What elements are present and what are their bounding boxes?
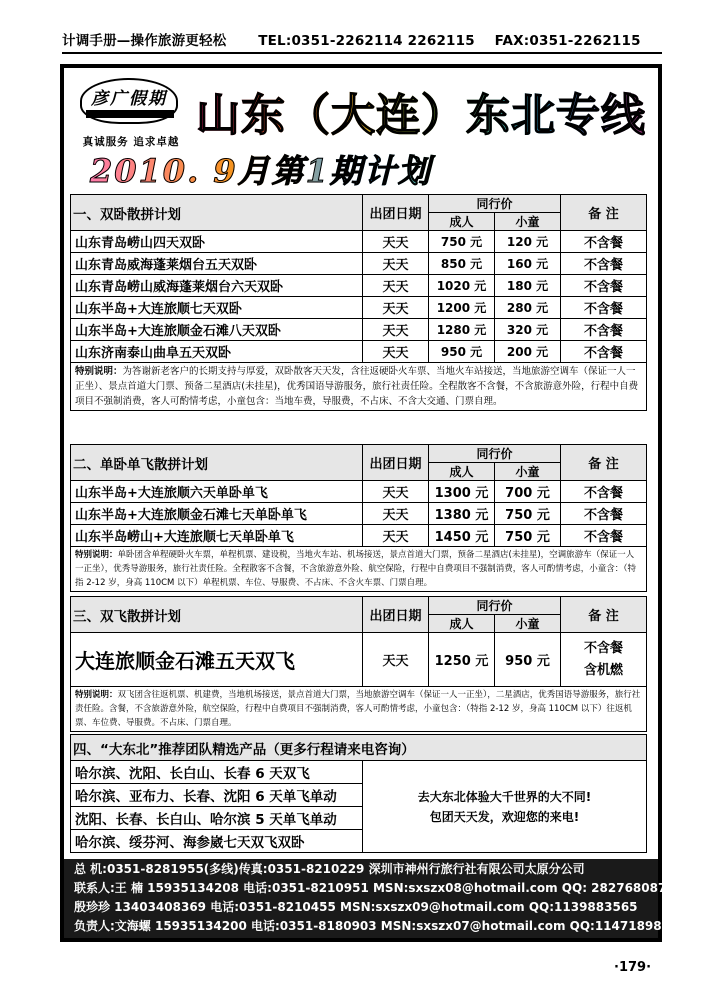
contact-line-switchboard: 总 机:0351-8281955(多线)传真:0351-8210229 深圳市神州行旅行社有限公司太原分公司	[74, 862, 585, 876]
route-name: 山东济南泰山曲阜五天双卧	[71, 341, 363, 363]
remark-header: 备 注	[561, 195, 647, 231]
header-tagline: 计调手册—操作旅游更轻松	[62, 33, 227, 49]
section1-note	[71, 363, 647, 411]
child-price: 180 元	[495, 275, 561, 297]
child-price: 320 元	[495, 319, 561, 341]
route-remark: 不含餐	[561, 253, 647, 275]
table-row	[71, 297, 647, 319]
package-name: 哈尔滨、沈阳、长白山、长春 6 天双飞	[71, 761, 363, 784]
section3-table	[70, 596, 647, 732]
table-row	[71, 503, 647, 525]
package-name: 哈尔滨、绥芬河、海参崴七天双飞双卧	[71, 830, 363, 853]
route-remark: 不含餐	[561, 503, 647, 525]
adult-price: 1280 元	[429, 319, 495, 341]
list-item	[71, 761, 647, 784]
route-remark: 不含餐	[561, 319, 647, 341]
section2-note	[71, 547, 647, 592]
child-price: 750 元	[495, 525, 561, 547]
child-header: 小童	[495, 463, 561, 481]
contact-line-yin: 殷珍珍 13403408369 电话:0351-8210455 MSN:sxszx09@hotmail.com QQ:1139883565	[74, 900, 638, 914]
promo-line-2: 包团天天发，欢迎您的来电!	[429, 809, 580, 824]
page-header	[62, 30, 662, 54]
route-dates: 天天	[363, 633, 429, 687]
dates-header: 出团日期	[363, 445, 429, 481]
child-price: 950 元	[495, 633, 561, 687]
main-title: 山东（大连）东北专线	[196, 88, 656, 144]
remark-header: 备 注	[561, 445, 647, 481]
section2-table	[70, 444, 647, 592]
table-row	[71, 341, 647, 363]
route-name: 山东半岛崂山+大连旅顺七天单卧单飞	[71, 525, 363, 547]
route-dates: 天天	[363, 231, 429, 253]
route-remark: 不含餐	[561, 231, 647, 253]
adult-price: 750 元	[429, 231, 495, 253]
adult-header: 成人	[429, 213, 495, 231]
section3-title: 三、双飞散拼计划	[71, 597, 363, 633]
child-price: 160 元	[495, 253, 561, 275]
table-row	[71, 319, 647, 341]
adult-header: 成人	[429, 463, 495, 481]
route-dates: 天天	[363, 341, 429, 363]
table-row	[71, 231, 647, 253]
child-price: 750 元	[495, 503, 561, 525]
peer-price-header: 同行价	[429, 445, 561, 463]
route-remark: 不含餐	[561, 275, 647, 297]
child-header: 小童	[495, 615, 561, 633]
dates-header: 出团日期	[363, 195, 429, 231]
remark-no-meal: 不含餐	[584, 640, 624, 656]
adult-price: 1250 元	[429, 633, 495, 687]
brand-slogan: 真诚服务 追求卓越	[82, 136, 180, 148]
plan-subtitle: 2010. 9月第1期计划	[90, 150, 650, 192]
note-text: 双飞团含往返机票、机建费，当地机场接送，景点首道大门票，当地旅游空调车（保证一人一正坐），二星酒店，优秀国语导游服务，旅行社责任险。含餐，不含旅游意外险，航空保险，行程中自费项目不强制消费，客人可酌情考虑，小童包含：（特指 2-12 岁，身高 110CM 以下）往返机票、车位费、导服费。不占床、门票自理。	[75, 690, 641, 728]
route-remark: 不含餐	[561, 297, 647, 319]
remark-header: 备 注	[561, 597, 647, 633]
brand-logo	[72, 76, 190, 152]
package-name: 沈阳、长春、长白山、哈尔滨 5 天单飞单动	[71, 807, 363, 830]
adult-price: 1380 元	[429, 503, 495, 525]
note-label: 特别说明：	[75, 690, 118, 700]
child-price: 200 元	[495, 341, 561, 363]
peer-price-header: 同行价	[429, 195, 561, 213]
section4-table	[70, 734, 647, 853]
route-name: 大连旅顺金石滩五天双飞	[71, 633, 363, 687]
route-dates: 天天	[363, 481, 429, 503]
table-row	[71, 633, 647, 687]
contact-box	[64, 859, 679, 938]
route-dates: 天天	[363, 297, 429, 319]
child-price: 700 元	[495, 481, 561, 503]
route-name: 山东青岛崂山威海蓬莱烟台六天双卧	[71, 275, 363, 297]
route-name: 山东半岛+大连旅顺金石滩八天双卧	[71, 319, 363, 341]
promo-line-1: 去大东北体验大千世界的大不同!	[417, 789, 592, 804]
section1-title: 一、双卧散拼计划	[71, 195, 363, 231]
header-tel: TEL:0351-2262114 2262115	[258, 33, 475, 49]
child-price: 120 元	[495, 231, 561, 253]
route-dates: 天天	[363, 525, 429, 547]
package-name: 哈尔滨、亚布力、长春、沈阳 6 天单飞单动	[71, 784, 363, 807]
contact-line-wang: 联系人:王 楠 15935134208 电话:0351-8210951 MSN:sxszx08@hotmail.com QQ: 282768087	[74, 881, 667, 895]
adult-price: 1450 元	[429, 525, 495, 547]
header-fax: FAX:0351-2262115	[494, 33, 641, 49]
logo-name: 彦广假期	[91, 89, 167, 109]
route-dates: 天天	[363, 319, 429, 341]
route-remark	[561, 633, 647, 687]
promo-box	[363, 761, 647, 853]
table-row	[71, 253, 647, 275]
route-dates: 天天	[363, 275, 429, 297]
adult-price: 1020 元	[429, 275, 495, 297]
remark-fuel: 含机燃	[584, 662, 624, 678]
route-name: 山东半岛+大连旅顺金石滩七天单卧单飞	[71, 503, 363, 525]
page-number: ·179·	[614, 960, 652, 975]
route-remark: 不含餐	[561, 481, 647, 503]
section2-title: 二、单卧单飞散拼计划	[71, 445, 363, 481]
route-name: 山东半岛+大连旅顺七天双卧	[71, 297, 363, 319]
note-text: 单卧团含单程硬卧火车票，单程机票、建设税，当地火车站、机场接送，景点首道大门票，预备二星酒店(未挂星)，空调旅游车（保证一人一正坐），优秀导游服务，旅行社责任险。全程散客不含餐，不含旅游意外险、航空保险，行程中自费项目不强制消费，客人可酌情考虑，小童含：（特指 2-12 岁，身高 110CM 以下）单程机票、车位、导服费、不占床、不含火车票、门票自理。	[75, 550, 637, 588]
table-row	[71, 525, 647, 547]
route-remark: 不含餐	[561, 341, 647, 363]
peer-price-header: 同行价	[429, 597, 561, 615]
contact-line-manager: 负责人:文海螺 15935134200 电话:0351-8180903 MSN:sxszx07@hotmail.com QQ:1147189822	[74, 919, 679, 933]
route-name: 山东半岛+大连旅顺六天单卧单飞	[71, 481, 363, 503]
note-text: 为答谢新老客户的长期支持与厚爱，双卧散客天天发，含往返硬卧火车票、当地火车站接送，当地旅游空调车（保证一人一正坐）、景点首道大门票、预备二星酒店(未挂星)，优秀国语导游服务，旅行社责任险。全程散客不含餐，不含旅游意外险，行程中自费项目不强制消费，客人可酌情考虑，小童包含：当地车费，导服费，不占床、不含大交通、门票自理。	[75, 366, 639, 407]
child-price: 280 元	[495, 297, 561, 319]
adult-price: 850 元	[429, 253, 495, 275]
table-row	[71, 275, 647, 297]
route-name: 山东青岛崂山四天双卧	[71, 231, 363, 253]
child-header: 小童	[495, 213, 561, 231]
adult-price: 950 元	[429, 341, 495, 363]
logo-badge	[80, 78, 178, 124]
section3-note	[71, 687, 647, 732]
route-dates: 天天	[363, 253, 429, 275]
adult-header: 成人	[429, 615, 495, 633]
route-dates: 天天	[363, 503, 429, 525]
dates-header: 出团日期	[363, 597, 429, 633]
section1-table	[70, 194, 647, 411]
adult-price: 1200 元	[429, 297, 495, 319]
note-label: 特别说明：	[75, 366, 123, 377]
table-row	[71, 481, 647, 503]
adult-price: 1300 元	[429, 481, 495, 503]
note-label: 特别说明：	[75, 550, 118, 560]
route-name: 山东青岛威海蓬莱烟台五天双卧	[71, 253, 363, 275]
route-remark: 不含餐	[561, 525, 647, 547]
section4-title: 四、“大东北”推荐团队精选产品（更多行程请来电咨询）	[71, 735, 647, 761]
logo-bar	[86, 110, 174, 118]
